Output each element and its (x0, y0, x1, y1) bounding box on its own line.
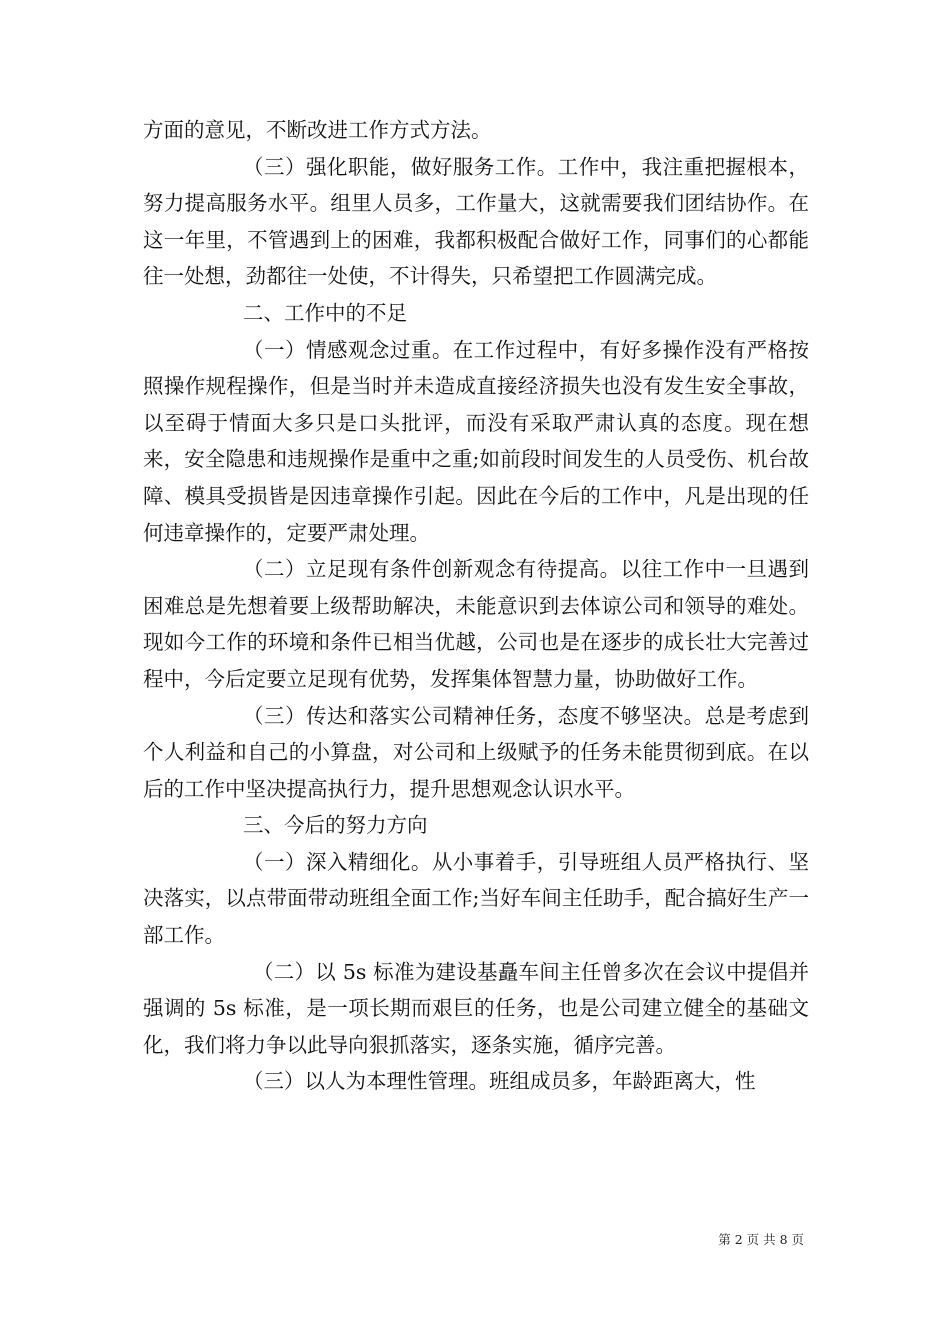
paragraph-people-management: （三）以人为本理性管理。班组成员多，年龄距离大，性 (243, 1069, 756, 1094)
section-heading-shortcomings: 二、工作中的不足 (243, 300, 407, 325)
section-heading-future-direction: 三、今后的努力方向 (243, 813, 428, 838)
document-body (143, 112, 809, 1100)
paragraph-innovation: （二）立足现有条件创新观念有待提高。以往工作中一旦遇到困难总是先想着要上级帮助解决，未能意识到去体谅公司和领导的难处。现如今工作的环境和条件已相当优越，公司也是在逐步的成长壮大完善过程中，今后定要立足现有优势，发挥集体智慧力量，协助做好工作。 (143, 557, 809, 691)
paragraph-execution: （三）传达和落实公司精神任务，态度不够坚决。总是考虑到个人利益和自己的小算盘，对公司和上级赋予的任务未能贯彻到底。在以后的工作中坚决提高执行力，提升思想观念认识水平。 (143, 703, 809, 801)
page-number: 第 2 页 共 8 页 (718, 1232, 804, 1247)
paragraph-refinement: （一）深入精细化。从小事着手，引导班组人员严格执行、坚决落实，以点带面带动班组全面工作;当好车间主任助手，配合搞好生产一部工作。 (143, 849, 809, 948)
paragraph-5s-standard: （二）以 5s 标准为建设基矗车间主任曾多次在会议中提倡并强调的 5s 标准，是一项长期而艰巨的任务，也是公司建立健全的基础文化，我们将力争以此导向狠抓落实，逐条实施，循序完善。 (143, 959, 809, 1057)
paragraph-continuation: 方面的意见，不断改进工作方式方法。 (143, 118, 492, 142)
paragraph-service-work: （三）强化职能，做好服务工作。工作中，我注重把握根本，努力提高服务水平。组里人员多，工作量大，这就需要我们团结协作。在这一年里，不管遇到上的困难，我都积极配合做好工作，同事们的心都能往一处想，劲都往一处使，不计得失，只希望把工作圆满完成。 (143, 154, 809, 289)
paragraph-emotional-concept: （一）情感观念过重。在工作过程中，有好多操作没有严格按照操作规程操作，但是当时并未造成直接经济损失也没有发生安全事故，以至碍于情面大多只是口头批评，而没有采取严肃认真的态度。现在想来，安全隐患和违规操作是重中之重;如前段时间发生的人员受伤、机台故障、模具受损皆是因违章操作引起。因此在今后的工作中，凡是出现的任何违章操作的，定要严肃处理。 (143, 337, 809, 545)
